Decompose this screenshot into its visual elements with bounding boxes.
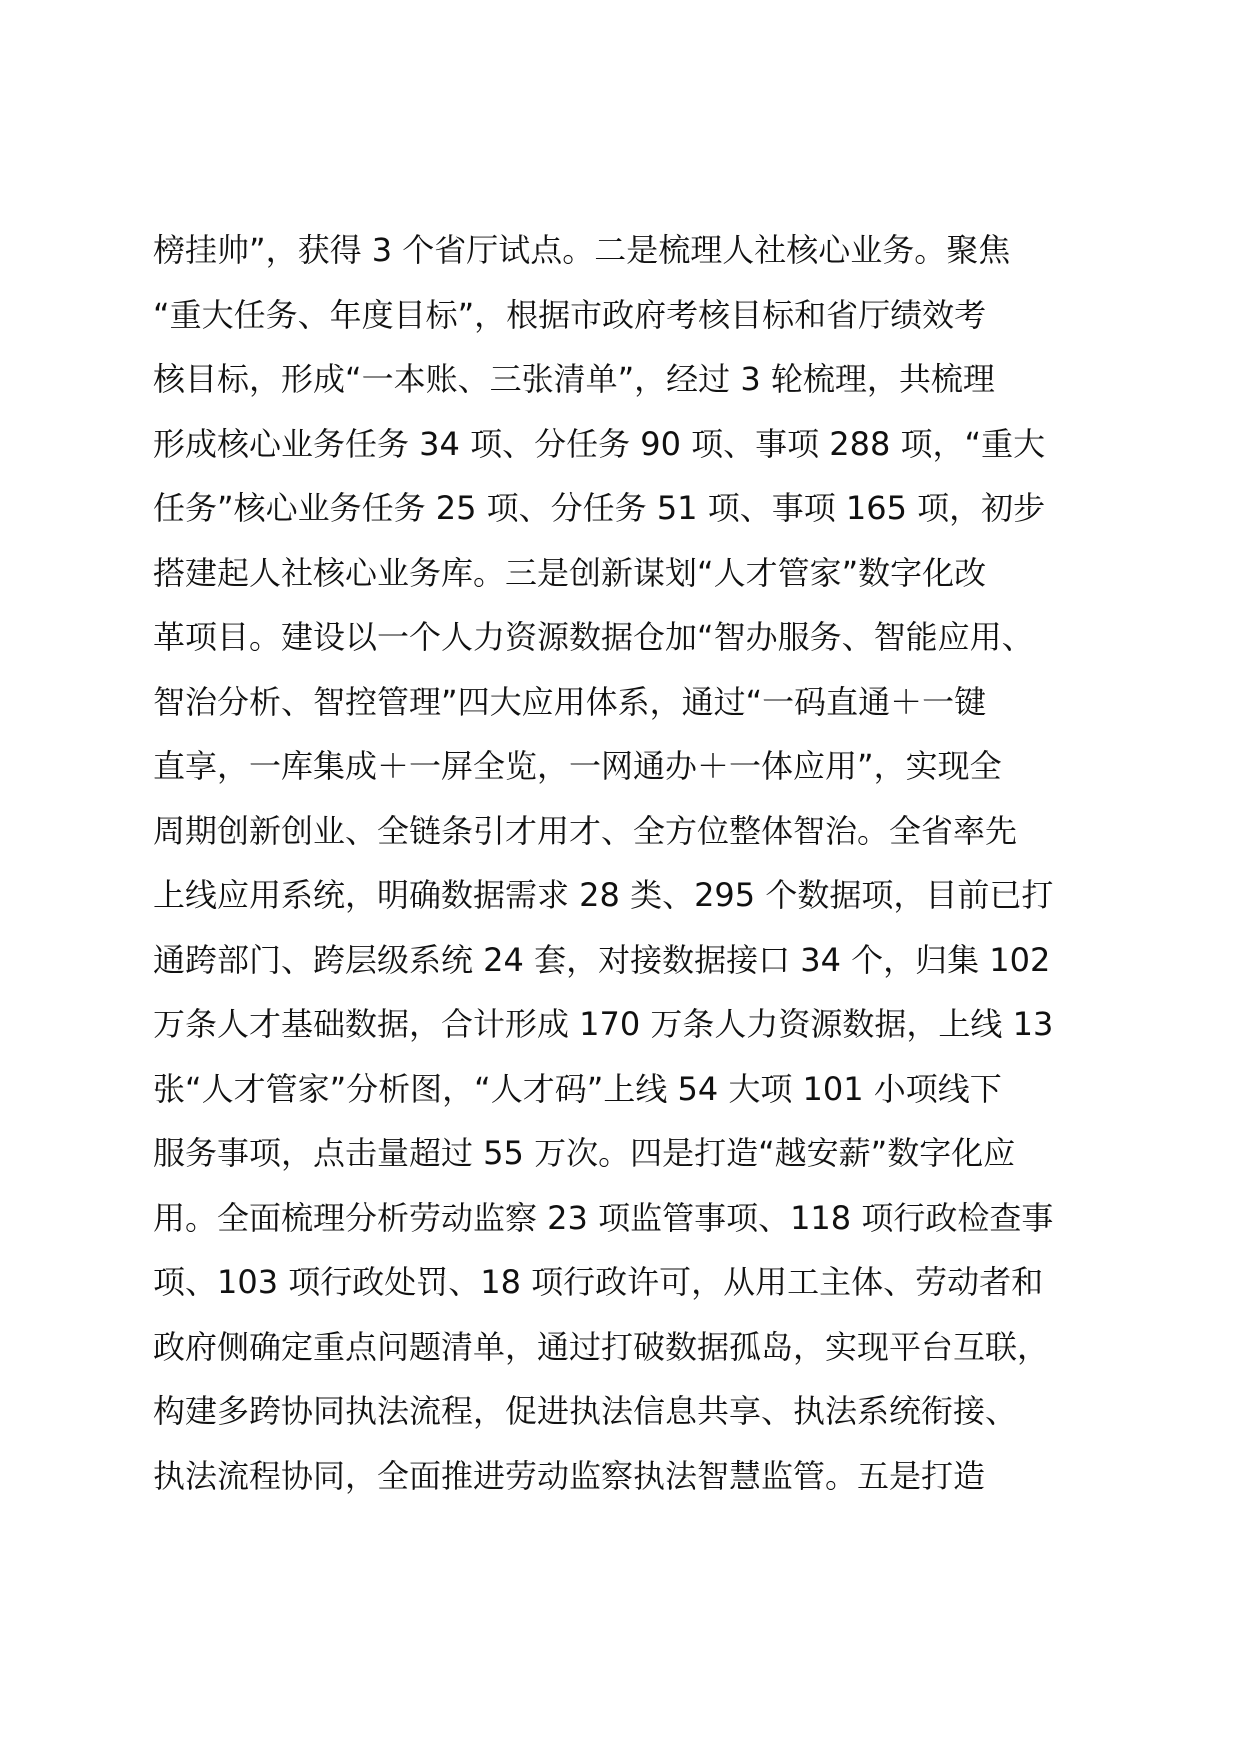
text-line: 榜挂帅”，获得 3 个省厅试点。二是梳理人社核心业务。聚焦: [153, 231, 1011, 269]
text-line: 革项目。建设以一个人力资源数据仓加“智办服务、智能应用、: [153, 618, 1034, 656]
text-line: 项、103 项行政处罚、18 项行政许可，从用工主体、劳动者和: [153, 1263, 1044, 1301]
text-line: 直享，一库集成＋一屏全览，一网通办＋一体应用”，实现全: [153, 747, 1002, 785]
text-line: 构建多跨协同执法流程，促进执法信息共享、执法系统衔接、: [153, 1392, 1018, 1430]
text-line: 任务”核心业务任务 25 项、分任务 51 项、事项 165 项，初步: [153, 489, 1046, 527]
text-line: 搭建起人社核心业务库。三是创新谋划“人才管家”数字化改: [153, 553, 987, 592]
text-line: 张“人才管家”分析图，“人才码”上线 54 大项 101 小项线下: [153, 1069, 1002, 1108]
text-line: 服务事项，点击量超过 55 万次。四是打造“越安薪”数字化应: [153, 1134, 1016, 1172]
body-text: [153, 218, 1113, 1508]
text-line: 周期创新创业、全链条引才用才、全方位整体智治。全省率先: [153, 811, 1018, 850]
text-line: “重大任务、年度目标”，根据市政府考核目标和省厅绩效考: [153, 295, 987, 334]
text-line: 通跨部门、跨层级系统 24 套，对接数据接口 34 个，归集 102: [153, 940, 1051, 979]
text-line: 政府侧确定重点问题清单，通过打破数据孤岛，实现平台互联，: [153, 1327, 1050, 1366]
text-line: 形成核心业务任务 34 项、分任务 90 项、事项 288 项，“重大: [153, 424, 1046, 463]
text-line: 智治分析、智控管理”四大应用体系，通过“一码直通＋一键: [153, 682, 987, 721]
text-line: 执法流程协同，全面推进劳动监察执法智慧监管。五是打造: [153, 1456, 986, 1495]
text-line: 万条人才基础数据，合计形成 170 万条人力资源数据，上线 13: [153, 1005, 1054, 1043]
text-line: 核目标，形成“一本账、三张清单”，经过 3 轮梳理，共梳理: [153, 360, 995, 398]
text-line: 上线应用系统，明确数据需求 28 类、295 个数据项，目前已打: [153, 876, 1054, 914]
text-line: 用。全面梳理分析劳动监察 23 项监管事项、118 项行政检查事: [153, 1198, 1054, 1237]
